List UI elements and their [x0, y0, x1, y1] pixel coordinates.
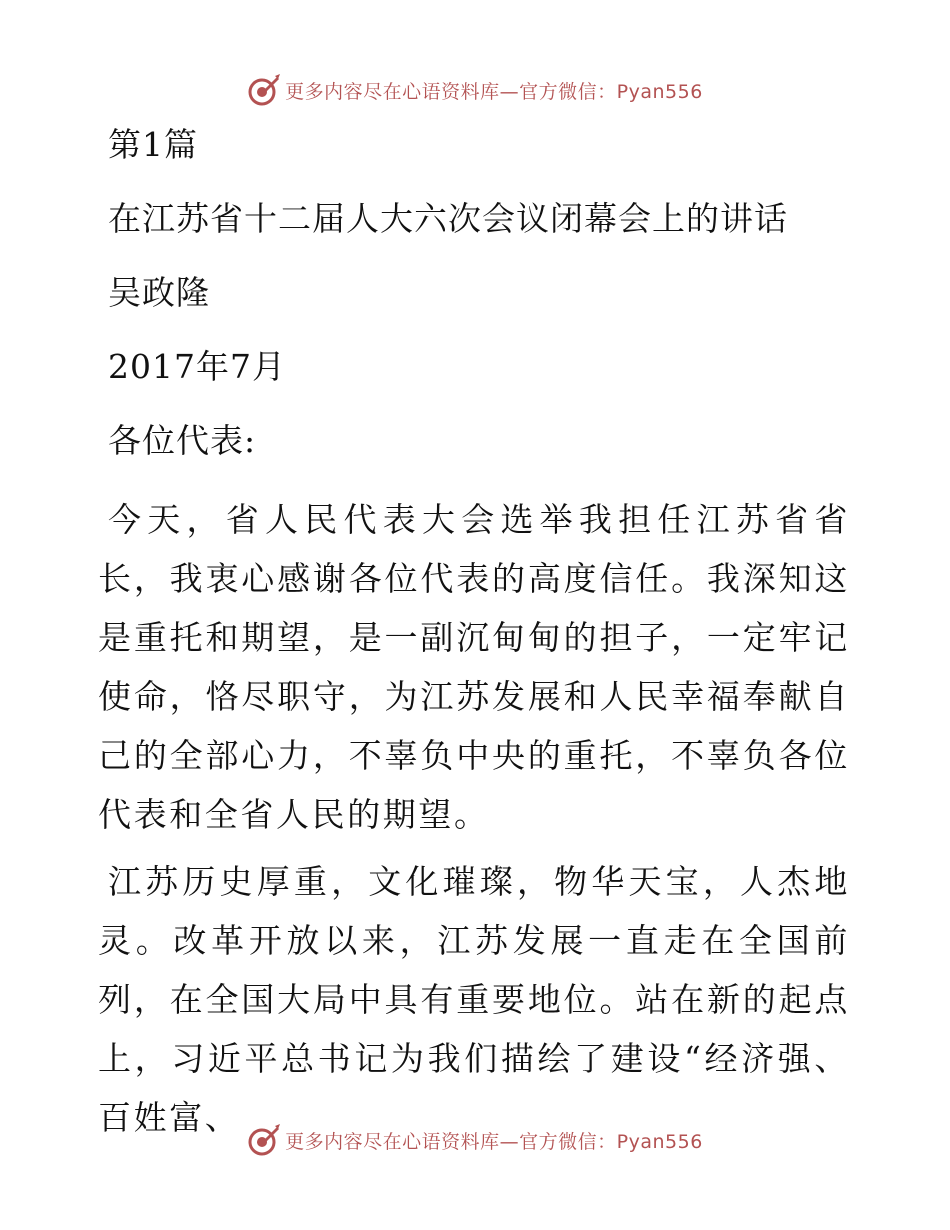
- footer-watermark: [0, 1120, 950, 1160]
- paragraph-1: 今天，省人民代表大会选举我担任江苏省省长，我衷心感谢各位代表的高度信任。我深知这是重托和期望，是一副沉甸甸的担子，一定牢记使命，恪尽职守，为江苏发展和人民幸福奉献自己的全部心力，不辜负中央的重托，不辜负各位代表和全省人民的期望。: [98, 500, 850, 834]
- quill-pen-logo-icon: [247, 1123, 281, 1157]
- header-watermark: [0, 70, 950, 110]
- watermark-text: 更多内容尽在心语资料库—官方微信：Pyan556: [285, 80, 703, 103]
- watermark-text: 更多内容尽在心语资料库—官方微信：Pyan556: [285, 1130, 703, 1153]
- paragraph-2: 江苏历史厚重，文化璀璨，物华天宝，人杰地灵。改革开放以来，江苏发展一直走在全国前列，在全国大局中具有重要地位。站在新的起点上，习近平总书记为我们描绘了建设“经济强、百姓富、: [98, 862, 850, 1137]
- speech-title: 在江苏省十二届人大六次会议闭幕会上的讲话: [108, 199, 788, 238]
- quill-pen-logo-icon: [247, 73, 281, 107]
- speech-date: 2017年7月: [108, 347, 286, 386]
- speaker-name: 吴政隆: [108, 273, 210, 312]
- salutation: 各位代表:: [108, 421, 257, 460]
- document-body: [98, 118, 858, 1155]
- section-number: 第1篇: [108, 125, 198, 164]
